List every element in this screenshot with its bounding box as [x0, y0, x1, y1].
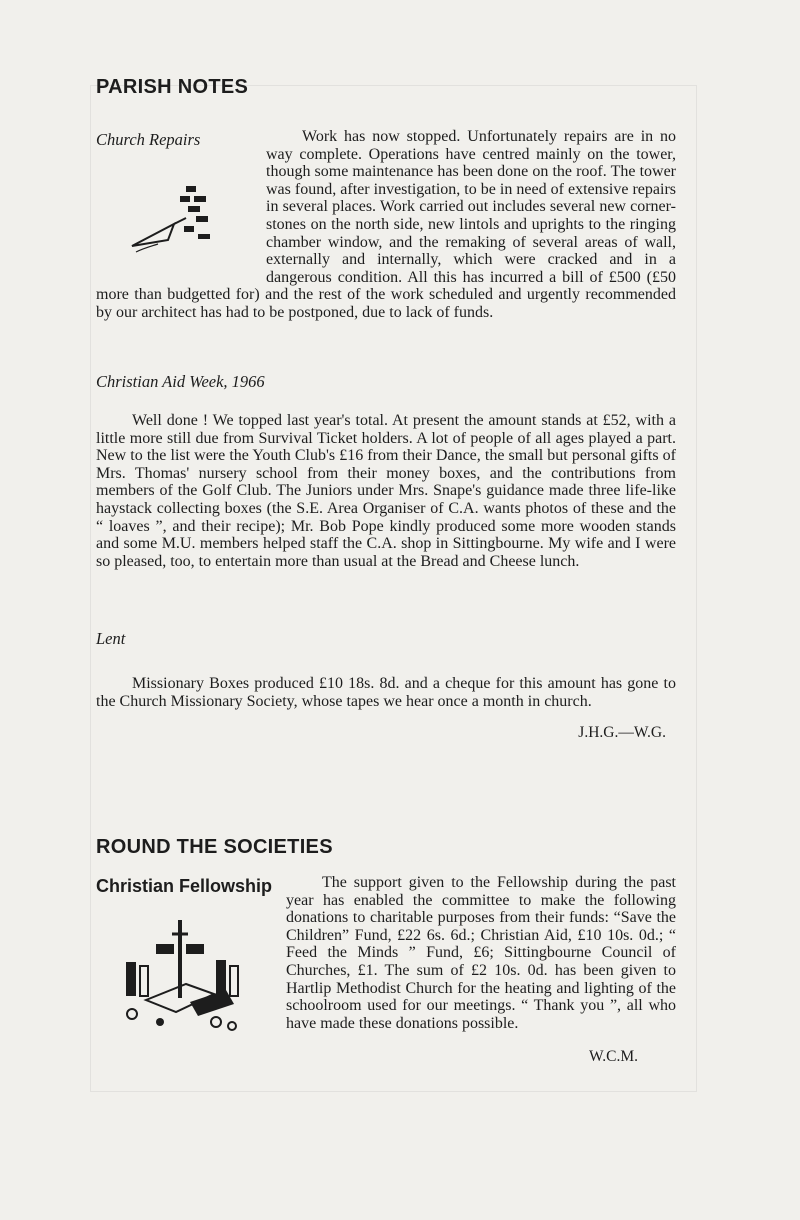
- christian-fellowship-article: [96, 874, 676, 1066]
- christian-aid-body: Well done ! We topped last year's total. At present the amount stands at £52, with a little more still due from Survival Ticket holders. A lot of people of all ages played a part. New to the list were the Youth Club's £16 from their Dance, the small but personal gifts of Mrs. Thomas' nursery school from their money boxes, and the contributions from members of the Golf Club. The Juniors under Mrs. Snape's guidance made three life-like haystack collecting boxes (the S.E. Area Organiser of C.A. wants photos of these and the “ loaves ”, and their recipe); Mr. Bob Pope kindly produced some more wooden stands and some M.U. members helped staff the C.A. shop in Sittingbourne. My wife and I were so pleased, too, to entertain more than usual at the Bread and Cheese lunch.: [96, 412, 676, 570]
- money-and-church-icon: [116, 914, 246, 1034]
- christian-aid-title: Christian Aid Week, 1966: [96, 372, 265, 391]
- round-the-societies-section: [96, 836, 676, 859]
- christian-fellowship-body: The support given to the Fellowship during the past year has enabled the committee to make the following donations to charitable purposes from their funds: “Save the Children” Fund, £22 6s. 6d.; Christian Aid, £10 10s. 0d.; “ Feed the Minds ” Fund, £6; Sittingbourne Council of Churches, £1. The sum of £2 10s. 0d. has been given to Hartlip Methodist Church for the heating and lighting of the schoolroom used for our meetings. “ Thank you ”, all who have made these donations possible.: [286, 874, 676, 1032]
- christian-fellowship-side: [96, 874, 286, 1036]
- trowel-and-bricks-icon: [122, 182, 232, 262]
- christian-aid-article: [96, 372, 676, 570]
- christian-fellowship-title: Christian Fellowship: [96, 876, 273, 896]
- lent-body: Missionary Boxes produced £10 18s. 8d. and a cheque for this amount has gone to the Church Missionary Society, whose tapes we hear once a month in church.: [96, 675, 676, 710]
- parish-notes-section: [96, 76, 676, 99]
- lent-title: Lent: [96, 629, 126, 648]
- section-heading-parish-notes: PARISH NOTES: [96, 76, 249, 98]
- church-repairs-title: Church Repairs: [96, 130, 201, 149]
- christian-fellowship-signature: W.C.M.: [589, 1048, 638, 1066]
- church-repairs-article: [96, 128, 676, 322]
- section-heading-round-the-societies: ROUND THE SOCIETIES: [96, 836, 333, 858]
- lent-article: [96, 629, 676, 742]
- church-repairs-side: [96, 128, 266, 278]
- lent-signature: J.H.G.—W.G.: [578, 724, 666, 742]
- church-repairs-body: Work has now stopped. Unfortunately repairs are in no way complete. Operations have centred mainly on the tower, though some maintenance has been done on the roof. The tower was found, after investigation, to be in need of extensive repairs in several places. Work carried out includes several new corner-stones on the north side, new lintols and uprights to the ringing chamber window, and the remaking of several areas of wall, externally and internally, which were cracked and in a dangerous condition. All this has incurred a bill of £500 (£50 more than budgetted for) and the rest of the work scheduled and urgently recommended by our architect has had to be postponed, due to lack of funds.: [96, 128, 676, 321]
